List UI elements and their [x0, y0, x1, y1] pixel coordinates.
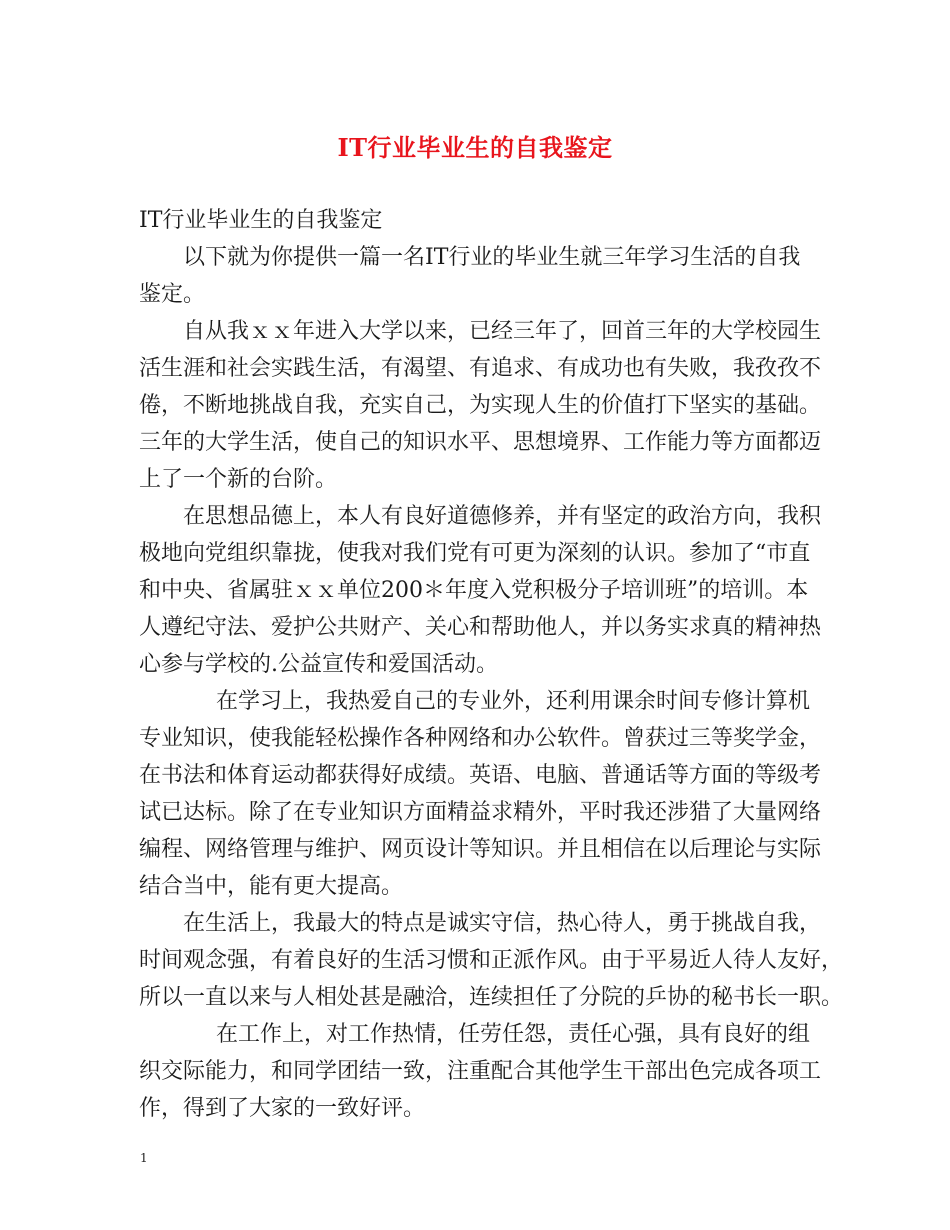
text-line: 极地向党组织靠拢，使我对我们党有可更为深刻的认识。参加了“市直	[139, 541, 811, 566]
page-number: 1	[140, 1151, 148, 1165]
document-body	[139, 202, 844, 1127]
text-line: 自从我ｘｘ年进入大学以来，已经三年了，回首三年的大学校园生	[183, 319, 822, 344]
text-line: 上了一个新的台阶。	[139, 467, 338, 492]
text-line: 和中央、省属驻ｘｘ单位200＊年度入党积极分子培训班”的培训。本	[139, 578, 809, 603]
text-line: 在思想品德上，本人有良好道德修养，并有坚定的政治方向，我积	[183, 504, 822, 529]
text-line: 所以一直以来与人相处甚是融洽，连续担任了分院的乒协的秘书长一职。	[139, 985, 844, 1010]
text-line: IT行业毕业生的自我鉴定	[139, 208, 383, 233]
text-line: 作，得到了大家的一致好评。	[139, 1096, 426, 1121]
text-line: 活生涯和社会实践生活，有渴望、有追求、有成功也有失败，我孜孜不	[139, 356, 822, 381]
text-line: 专业知识，使我能轻松操作各种网络和办公软件。曾获过三等奖学金，	[139, 726, 822, 751]
text-line: 心参与学校的.公益宣传和爱国活动。	[139, 652, 498, 677]
text-line: 三年的大学生活，使自己的知识水平、思想境界、工作能力等方面都迈	[139, 430, 822, 455]
text-line: 试已达标。除了在专业知识方面精益求精外，平时我还涉猎了大量网络	[139, 800, 822, 825]
text-line: 时间观念强，有着良好的生活习惯和正派作风。由于平易近人待人友好，	[139, 948, 844, 973]
text-line: 结合当中，能有更大提高。	[139, 874, 404, 899]
text-line: 织交际能力，和同学团结一致，注重配合其他学生干部出色完成各项工	[139, 1059, 822, 1084]
text-line: 人遵纪守法、爱护公共财产、关心和帮助他人，并以务实求真的精神热	[139, 615, 822, 640]
document-title: IT行业毕业生的自我鉴定	[337, 133, 613, 162]
text-line: 在生活上，我最大的特点是诚实守信，热心待人，勇于挑战自我，	[183, 911, 822, 936]
text-line: 以下就为你提供一篇一名IT行业的毕业生就三年学习生活的自我	[183, 245, 801, 270]
text-line: 编程、网络管理与维护、网页设计等知识。并且相信在以后理论与实际	[139, 837, 822, 862]
text-line: 在书法和体育运动都获得好成绩。英语、电脑、普通话等方面的等级考	[139, 763, 822, 788]
text-line: 倦，不断地挑战自我，充实自己，为实现人生的价值打下坚实的基础。	[139, 393, 822, 418]
text-line: 在工作上，对工作热情，任劳任怨，责任心强，具有良好的组	[216, 1022, 811, 1047]
text-line: 在学习上，我热爱自己的专业外，还利用课余时间专修计算机	[216, 689, 811, 714]
text-line: 鉴定。	[139, 282, 206, 307]
